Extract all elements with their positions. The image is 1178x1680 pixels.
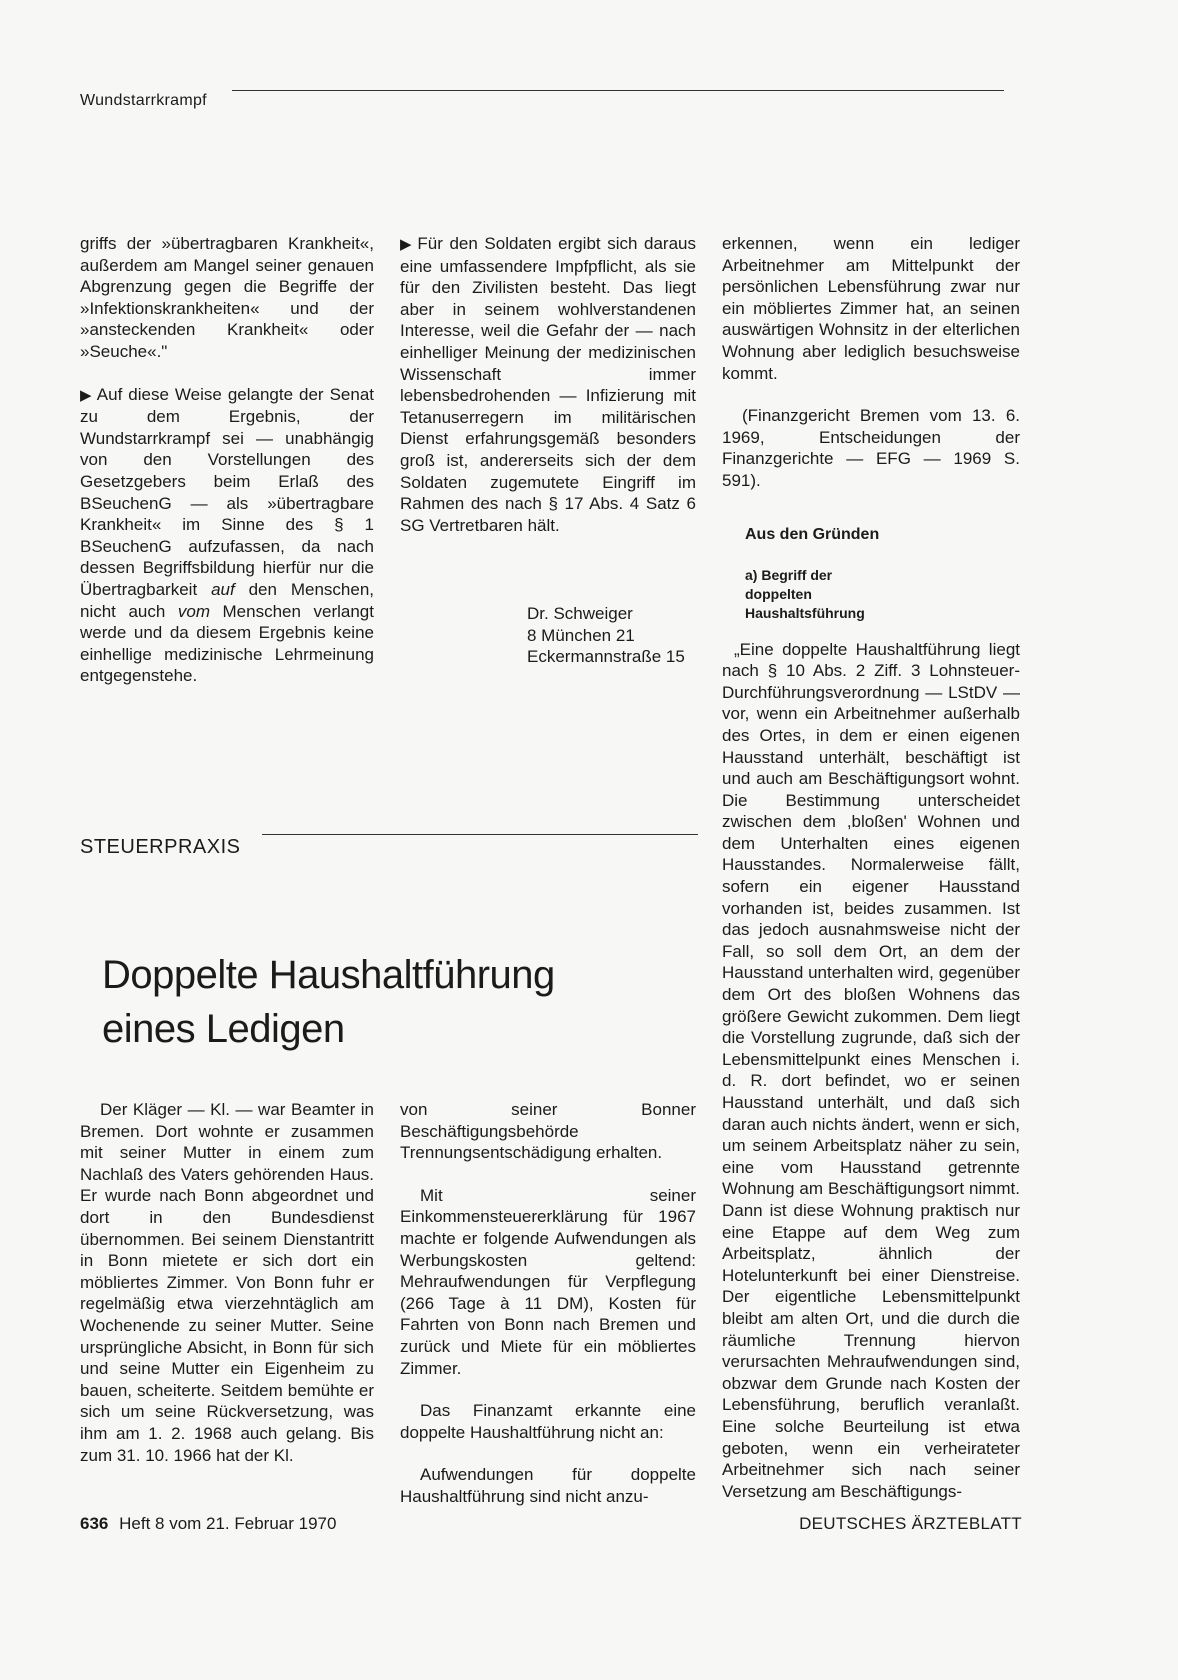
paragraph: Das Finanzamt erkannte eine doppelte Haushaltführung nicht an:	[400, 1401, 696, 1442]
headline-line-2: eines Ledigen	[102, 1007, 345, 1051]
paragraph: griffs der »übertragbaren Krankheit«, außerdem am Mangel seiner genauen Abgrenzung gegen die Begriffe der »Infektionskrankheiten« und der »ansteckenden Krankheit« oder »Seuche«."	[80, 234, 374, 361]
section-label: STEUERPRAXIS	[80, 836, 241, 858]
triangle-marker-icon: ▶	[400, 236, 414, 253]
top-column-2	[400, 233, 696, 536]
signature-name: Dr. Schweiger	[527, 604, 633, 623]
body-column-2	[400, 1099, 696, 1508]
signature-city: 8 München 21	[527, 625, 635, 645]
paragraph: „Eine doppelte Haushaltführung liegt nach § 10 Abs. 2 Ziff. 3 Lohnsteuer-Durchführungsverordnung — LStDV — vor, wenn ein Arbeitnehmer außerhalb des Ortes, in dem er einen eigenen Hausstand unterhält, beschäftigt ist und auch am Beschäftigungsort wohnt. Die Bestimmung unterscheidet zwischen dem ,bloßen' Wohnen und dem Unterhalten eines eigenen Hausstandes. Normalerweise fällt, sofern ein eigener Hausstand vorhanden ist, beides zusammen. Ist das jedoch ausnahmsweise nicht der Fall, so soll dem Ort, an dem der Hausstand unterhalten wird, gegenüber dem Ort des bloßen Wohnens das größere Gewicht zukommen. Dem liegt die Vorstellung zugrunde, daß sich der Lebensmittelpunkt eines Menschen i. d. R. dort befindet, wo er seinen Hausstand unterhält, und daß sich daran auch nichts ändert, wenn er sich, um seinem Arbeitsplatz näher zu sein, eine vom Hausstand getrennte Wohnung am Beschäftigungsort nimmt. Dann ist diese Wohnung praktisch nur eine Etappe auf dem Weg zum Arbeitsplatz, ähnlich der Hotelunterkunft bei einer Dienstreise. Der eigentliche Lebensmittelpunkt bleibt am alten Ort, und die durch die räumliche Trennung hiervon verursachten Mehraufwendungen sind, obzwar dem Grunde nach Kosten der Lebensführung, beruflich veranlaßt. Eine solche Beurteilung ist etwa geboten, wenn ein verheirateter Arbeitnehmer sich nach seiner Versetzung am Beschäftigungs-	[722, 639, 1020, 1501]
headline-line-1: Doppelte Haushaltführung	[102, 953, 555, 997]
signature-street: Eckermannstraße 15	[527, 647, 685, 666]
paragraph: Aufwendungen für doppelte Haushaltführung sind nicht anzu-	[400, 1465, 696, 1506]
paragraph: ▶ Auf diese Weise gelangte der Senat zu dem Ergebnis, der Wundstarrkrampf sei — unabhängig von den Vorstellungen des Gesetzgebers beim Erlaß des BSeuchenG — als »übertragbare Krankheit« im Sinne des § 1 BSeuchenG aufzufassen, da nach dessen Begriffsbildung hierfür nur die Übertragbarkeit auf den Menschen, nicht auch vom Menschen verlangt werde und da diesem Ergebnis keine einhellige medizinische Lehrmeinung entgegenstehe.	[80, 384, 375, 686]
paragraph: ▶ Für den Soldaten ergibt sich daraus eine umfassendere Impfpflicht, als sie für den Zivilisten besteht. Das liegt aber in seinem wohlverstandenen Interesse, weil die Gefahr der — nach einhelliger Meinung der medizinischen Wissenschaft immer lebensbedrohenden — Infizierung mit Tetanuserregern im militärischen Dienst erfahrungsgemäß besonders groß ist, andererseits sich der dem Soldaten zugemutete Eingriff im Rahmen des nach § 17 Abs. 4 Satz 6 SG Vertretbaren hält.	[400, 234, 696, 535]
paragraph: von seiner Bonner Beschäftigungsbehörde Trennungsentschädigung erhalten.	[400, 1100, 696, 1163]
citation: (Finanzgericht Bremen vom 13. 6. 1969, Entscheidungen der Finanzgerichte — EFG — 1969 S. 591).	[722, 406, 1020, 490]
section-heading: Aus den Gründen	[745, 525, 880, 543]
paragraph: Der Kläger — Kl. — war Beamter in Bremen. Dort wohnte er zusammen mit seiner Mutter in einem zum Nachlaß des Vaters gehörenden Haus. Er wurde nach Bonn abgeordnet und dort in den Bundesdienst übernommen. Bei seinem Dienstantritt in Bonn mietete er sich dort ein möbliertes Zimmer. Von Bonn fuhr er regelmäßig etwa vierzehntäglich am Wochenende zu seiner Mutter. Seine ursprüngliche Absicht, in Bonn für sich und seine Mutter ein Eigenheim zu bauen, scheiterte. Seitdem bemühte er sich um seine Rückversetzung, was ihm am 1. 2. 1968 auch gelang. Bis zum 31. 10. 1966 hat der Kl.	[80, 1100, 374, 1465]
section-rule	[262, 834, 698, 835]
top-column-1	[80, 233, 374, 687]
right-column	[722, 233, 1020, 1502]
header-rule	[232, 90, 1004, 91]
signature-block	[527, 603, 685, 668]
article-headline	[102, 948, 662, 1056]
issue-info: Heft 8 vom 21. Februar 1970	[119, 1514, 337, 1533]
subsection-heading: a) Begriff der doppelten Haushaltsführung	[745, 566, 865, 621]
publication-name: DEUTSCHES ÄRZTEBLATT	[799, 1514, 1022, 1533]
footer-left	[80, 1514, 336, 1534]
triangle-marker-icon: ▶	[80, 386, 93, 404]
running-header: Wundstarrkrampf	[80, 92, 207, 109]
paragraph: erkennen, wenn ein lediger Arbeitnehmer am Mittelpunkt der persönlichen Lebensführung zwar nur ein möbliertes Zimmer hat, an seinen auswärtigen Wohnsitz in der elterlichen Wohnung aber lediglich besuchsweise kommt.	[722, 234, 1020, 383]
page-number: 636	[80, 1514, 109, 1533]
body-column-1	[80, 1099, 374, 1466]
paragraph: Mit seiner Einkommensteuererklärung für 1967 machte er folgende Aufwendungen als Werbungskosten geltend: Mehraufwendungen für Verpflegung (266 Tage à 11 DM), Kosten für Fahrten von Bonn nach Bremen und zurück und Miete für ein möbliertes Zimmer.	[400, 1185, 696, 1378]
